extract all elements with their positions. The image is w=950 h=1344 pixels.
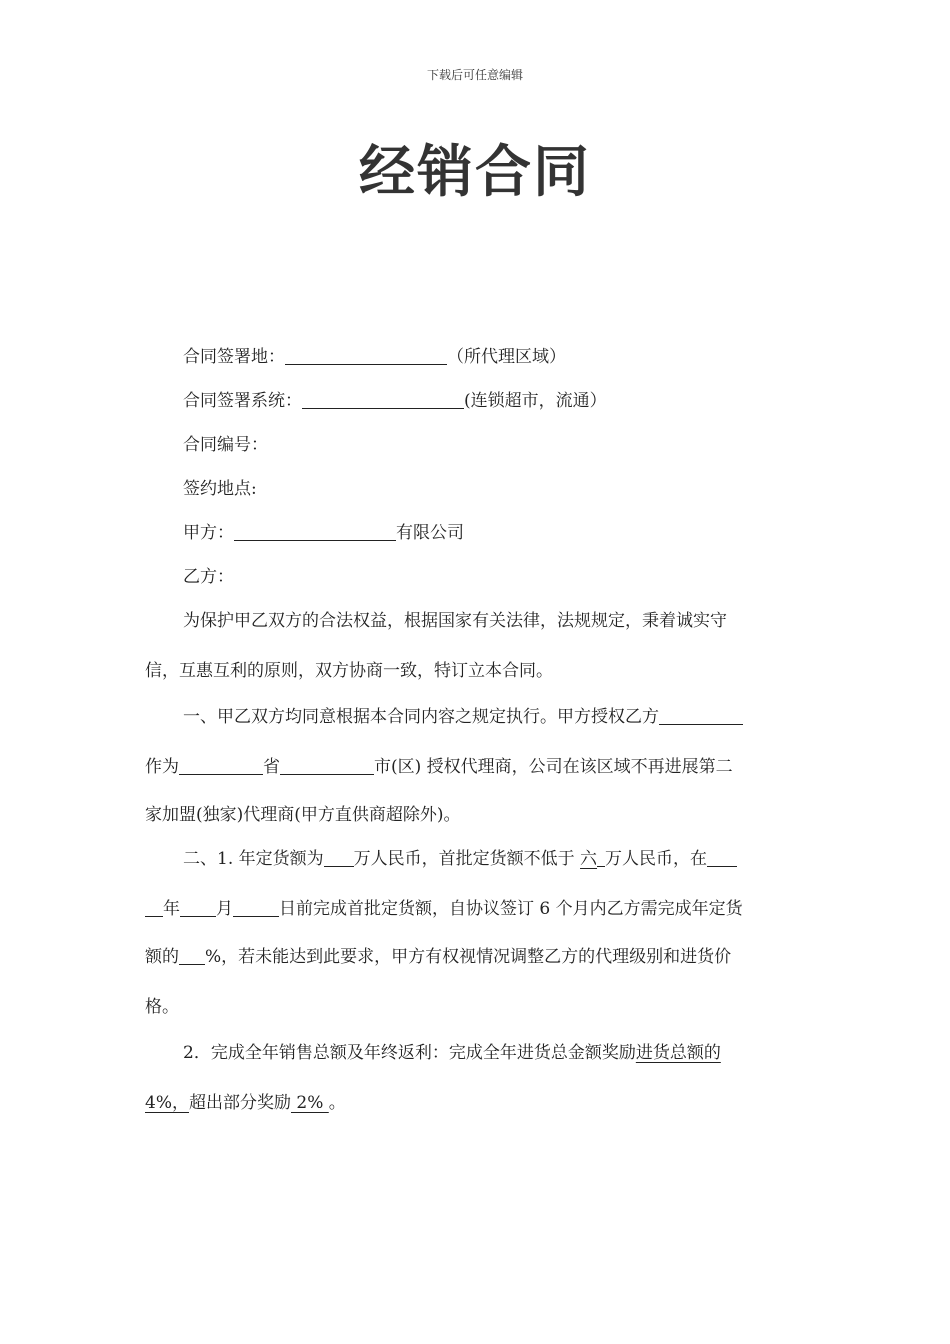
clause1-city-text: 市(区) 授权代理商，公司在该区域不再进展第二 [374, 757, 733, 777]
deadline-day-blank[interactable] [233, 899, 279, 917]
clause2-first-order-text: 万人民币，首批定货额不低于 [353, 849, 581, 869]
month-text: 月 [216, 899, 233, 919]
first-order-amount-underline [597, 849, 605, 867]
clause1-line-3: 家加盟(独家)代理商(甲方直供商超除外)。 [145, 805, 461, 825]
rebate-rate: 4%， [145, 1093, 189, 1113]
province-blank[interactable] [179, 757, 263, 775]
field-contract-no [183, 434, 848, 456]
deadline-year-blank-1[interactable] [707, 849, 737, 867]
clause1-party-b-blank[interactable] [659, 707, 743, 725]
field-party-a [183, 522, 848, 544]
party-b-label: 乙方： [183, 567, 234, 587]
clause2-ratio-text: %，若未能达到此要求，甲方有权视情况调整乙方的代理级别和进货价 [205, 947, 732, 967]
clause1-line-1 [183, 706, 848, 728]
clause2-annual-label: 二、1. 年定货额为 [183, 849, 324, 869]
sign-system-note: (连锁超市，流通） [464, 391, 607, 411]
sign-place-note: （所代理区域） [447, 347, 566, 367]
clause2-line-2 [145, 898, 810, 920]
excess-text: 超出部分奖励 [188, 1093, 291, 1113]
intro-line-2: 信，互惠互利的原则，双方协商一致，特订立本合同。 [145, 661, 553, 681]
clause2-line-4: 格。 [145, 997, 179, 1017]
clause2-currency-text: 万人民币，在 [605, 849, 708, 869]
clause3-underlined-text: 进货总额的 [635, 1043, 721, 1063]
header-note: 下载后可任意编辑 [426, 68, 523, 82]
document-title: 经销合同 [359, 140, 591, 205]
intro-line-1: 为保护甲乙双方的合法权益，根据国家有关法律，法规规定，秉着诚实守 [183, 611, 727, 631]
annual-amount-blank[interactable] [324, 849, 354, 867]
clause1-as-text: 作为 [145, 757, 179, 777]
clause2-line-1 [183, 848, 848, 870]
sign-system-blank[interactable] [302, 391, 464, 409]
party-a-label: 甲方： [183, 523, 234, 543]
province-text: 省 [263, 757, 280, 777]
sign-place-label: 合同签署地： [183, 347, 285, 367]
party-a-blank[interactable] [234, 523, 396, 541]
clause1-line-2 [145, 756, 810, 778]
clause3-line-2 [145, 1092, 810, 1114]
excess-rate: 2% [290, 1093, 329, 1113]
clause1-text: 一、甲乙双方均同意根据本合同内容之规定执行。甲方授权乙方 [183, 707, 659, 727]
party-a-suffix: 有限公司 [396, 523, 464, 543]
sign-place-blank[interactable] [285, 347, 447, 365]
year-text: 年 [163, 899, 180, 919]
clause2-line-3 [145, 946, 810, 968]
deadline-month-blank[interactable] [180, 899, 216, 917]
field-sign-location [183, 478, 848, 500]
clause3-text: 2．完成全年销售总额及年终返利：完成全年进货总金额奖励 [183, 1043, 636, 1063]
contract-no-label: 合同编号： [183, 435, 268, 455]
sign-system-label: 合同签署系统： [183, 391, 302, 411]
clause2-ratio-label: 额的 [145, 947, 179, 967]
clause3-line-1 [183, 1042, 848, 1064]
sign-location-label: 签约地点: [183, 479, 257, 499]
city-blank[interactable] [280, 757, 374, 775]
field-sign-place [183, 346, 848, 368]
deadline-year-blank-2[interactable] [145, 899, 163, 917]
clause2-day-text: 日前完成首批定货额，自协议签订 6 个月内乙方需完成年定货 [279, 899, 743, 919]
field-party-b [183, 566, 848, 588]
clause3-end: 。 [328, 1093, 346, 1113]
first-order-amount: 六 [580, 849, 598, 869]
ratio-blank[interactable] [179, 947, 205, 965]
field-sign-system [183, 390, 848, 412]
